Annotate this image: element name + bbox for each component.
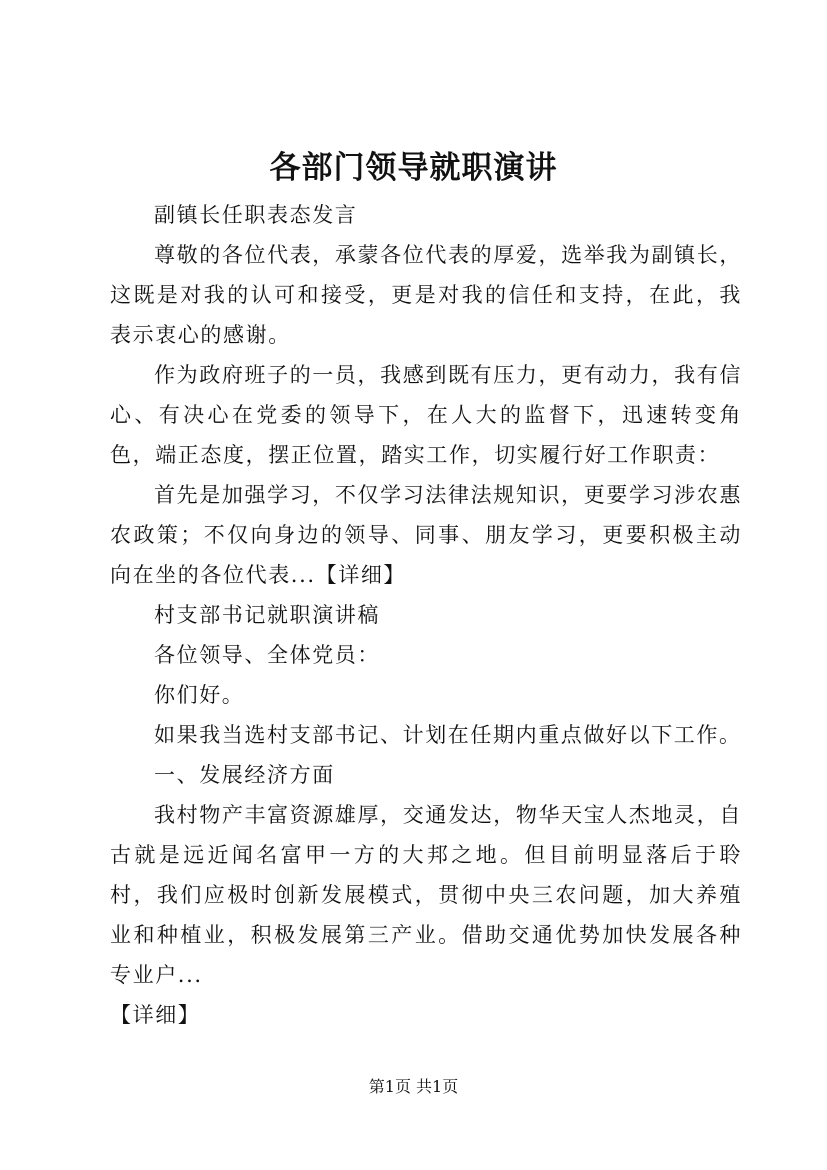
sub-heading: 一、发展经济方面 bbox=[154, 763, 335, 787]
detail-link[interactable]: 【详细】 bbox=[110, 1003, 201, 1027]
paragraph: 尊敬的各位代表，承蒙各位代表的厚爱，选举我为副镇长，这既是对我的认可和接受，更是对我的信任和支持，在此，我表示衷心的感谢。 bbox=[110, 243, 742, 347]
document-body bbox=[110, 195, 742, 1035]
section-heading-village-secretary: 村支部书记就职演讲稿 bbox=[154, 603, 380, 627]
page-footer: 第1页 共1页 bbox=[368, 1077, 459, 1096]
salutation: 各位领导、全体党员： bbox=[154, 643, 380, 667]
greeting: 你们好。 bbox=[154, 683, 245, 707]
section-heading-deputy-mayor: 副镇长任职表态发言 bbox=[154, 203, 358, 227]
document-title: 各部门领导就职演讲 bbox=[269, 150, 558, 186]
paragraph: 首先是加强学习，不仅学习法律法规知识，更要学习涉农惠农政策；不仅向身边的领导、同事、朋友学习，更要积极主动向在坐的各位代表...【详细】 bbox=[110, 483, 742, 587]
paragraph: 我村物产丰富资源雄厚，交通发达，物华天宝人杰地灵，自古就是远近闻名富甲一方的大邦之地。但目前明显落后于聆村，我们应极时创新发展模式，贯彻中央三农问题，加大养殖业和种植业，积极发展第三产业。借助交通优势加快发展各种专业户... bbox=[110, 803, 742, 987]
paragraph: 作为政府班子的一员，我感到既有压力，更有动力，我有信心、有决心在党委的领导下，在人大的监督下，迅速转变角色，端正态度，摆正位置，踏实工作，切实履行好工作职责： bbox=[110, 363, 742, 467]
paragraph: 如果我当选村支部书记、计划在任期内重点做好以下工作。 bbox=[154, 723, 742, 747]
